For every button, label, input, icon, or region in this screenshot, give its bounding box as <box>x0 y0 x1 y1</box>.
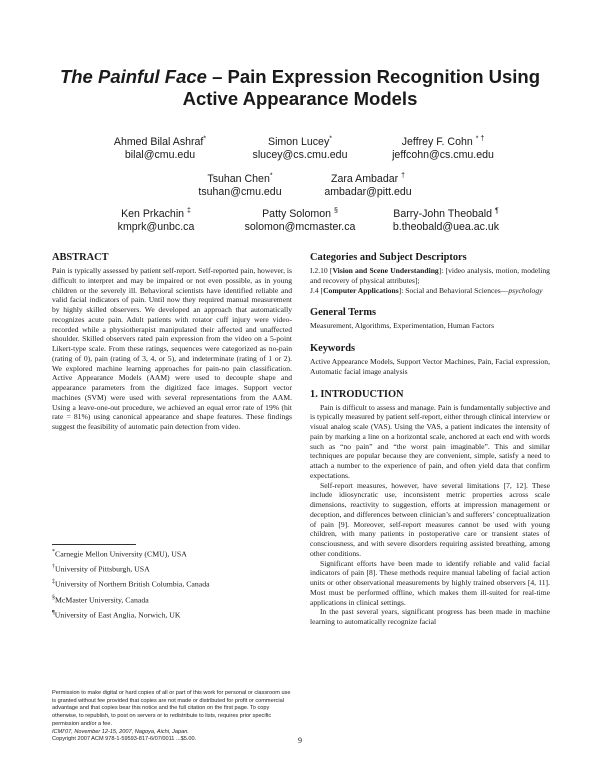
author-name: Ahmed Bilal Ashraf <box>113 136 204 148</box>
author-name: Simon Lucey <box>268 136 330 148</box>
affiliation-mark: * † <box>475 135 485 143</box>
copyright-line: Copyright 2007 ACM 978-1-59593-817-6/07/0011 ...$5.00. <box>52 736 197 743</box>
author-email: slucey@cs.cmu.edu <box>252 148 348 161</box>
affiliation-mark: ‡ <box>187 207 191 215</box>
intro-paragraph-4: In the past several years, significant progress has been made in machine learning to automatically recognize facial <box>310 607 550 626</box>
category-name: Vision and Scene Understanding <box>332 266 439 275</box>
abstract-heading: ABSTRACT <box>52 252 109 263</box>
category-code: J.4 [ <box>310 285 324 295</box>
general-terms-heading: General Terms <box>310 307 377 319</box>
footnote-mark: ‡ <box>52 579 55 586</box>
affiliation-mark: § <box>333 207 338 215</box>
intro-paragraph-1: Pain is difficult to assess and manage. Pain is fundamentally subjective and is typically measured by patient self-report, either through clinical interview or visual analog scale (VAS). Using the VAS, a patient indicates the intensity of pain by marking a line on a horizontal scale, anchored at each end with words such as “no pain” and “the worst pain imaginable”. This and similar techniques are popular because they are convenient, simple, satisfy a need to attach a number to the experience of pain, and often yield data that confirm expectations. <box>310 402 550 480</box>
author-name: Barry-John Theobald <box>393 208 493 220</box>
author-block <box>180 173 300 198</box>
intro-paragraph-2: Self-report measures, however, have several limitations [7, 12]. These include idiosyncratic use, inconsistent metric properties across scale dimensions, reactivity to suggestion, efforts at impression management or deception, and differences between clinician’s and sufferers’ conceptualization of pain [9]. Moreover, self-report measures cannot be used with young children, with many patients in postoperative care or transient states of consciousness, and with severe disorders requiring assisted breathing, among other conditions. <box>310 480 550 558</box>
author-block <box>308 173 428 198</box>
abstract-section <box>52 251 292 432</box>
author-block <box>100 136 220 161</box>
author-name: Ken Prkachin <box>121 208 185 220</box>
title-line-2: Active Appearance Models <box>182 88 418 109</box>
author-email: kmprk@unbc.ca <box>117 220 195 233</box>
footnote-item <box>52 546 292 561</box>
author-name: Tsuhan Chen <box>207 173 270 185</box>
author-email: jeffcohn@cs.cmu.edu <box>392 148 494 161</box>
footnote-mark: ¶ <box>52 609 55 616</box>
affiliation-mark: * <box>329 135 332 143</box>
category-detail: ]: [video analysis, motion, modeling and recovery of physical attributes]; <box>310 266 550 285</box>
title-rest: – Pain Expression Recognition Using <box>206 66 541 87</box>
footnote-mark: § <box>52 594 55 601</box>
author-block <box>230 208 370 233</box>
title-italic: The Painful Face <box>59 66 207 87</box>
category-code: I.2.10 [ <box>310 266 333 275</box>
categories-heading: Categories and Subject Descriptors <box>310 252 467 263</box>
permission-text: Permission to make digital or hard copies of all or part of this work for personal or classroom use is granted without fee provided that copies are not made or distributed for profit or commercial advantage and that copies bear this notice and the full citation on the first page. To copy otherwise, to republish, to post on servers or to redistribute to lists, requires prior specific permission and/or a fee. <box>52 690 291 727</box>
footnote-rule <box>52 544 136 545</box>
author-block <box>96 208 216 233</box>
footnote-item <box>52 561 292 576</box>
footnote-text: University of Pittsburgh, USA <box>55 564 150 574</box>
author-email: tsuhan@cmu.edu <box>198 185 282 198</box>
paper-title <box>40 66 560 110</box>
author-block <box>240 136 360 161</box>
footnote-item <box>52 592 292 607</box>
intro-paragraph-3: Significant efforts have been made to identify reliable and valid facial indicators of pain [8]. These methods require manual labeling of facial action units or other observational measurements by highly trained observers [4, 11]. Most must be performed offline, which makes them ill-suited for real-time applications in clinical settings. <box>310 558 550 607</box>
author-block <box>378 136 508 161</box>
author-name: Jeffrey F. Cohn <box>401 136 473 148</box>
footnote-text: University of Northern British Columbia, Canada <box>55 579 210 589</box>
right-column <box>310 251 550 627</box>
abstract-text: Pain is typically assessed by patient self-report. Self-reported pain, however, is difficult to interpret and may be impaired or not even possible, as in young children or the severely ill. Behavioral scientists have identified reliable and valid facial indicators of pain. Until now they required manual measurement by highly skilled observers. We developed an approach that automatically recognizes acute pain. Adult patients with rotator cuff injury were video-recorded while a physiotherapist manipulated their affected and unaffected shoulder. Skilled observers rated pain expression from the video on a 5-point Likert-type scale. From these ratings, sequences were categorized as no-pain (rating of 0), pain (rating of 3, 4, or 5), and indeterminate (rating of 1 or 2). We explored machine learning approaches for pain-no pain classification. Active Appearance Models (AAM) were used to decouple shape and appearance parameters from the digitized face images. Support vector machines (SVM) were used with several representations from the AAM. Using a leave-one-out procedure, we achieved an equal error rate of 19% (hit rate = 81%) using canonical appearance and shape features. These findings suggest the feasibility of automatic pain detection from video. <box>52 266 292 431</box>
affiliation-mark: * <box>203 135 207 143</box>
footnote-text: McMaster University, Canada <box>55 595 149 605</box>
footnote-mark: † <box>52 564 55 571</box>
affiliation-mark: † <box>401 172 405 180</box>
author-email: solomon@mcmaster.ca <box>244 220 356 233</box>
conference-venue: ICMI’07, November 12-15, 2007, Nagoya, Aichi, Japan. <box>52 728 189 735</box>
page-number: 9 <box>298 736 302 745</box>
footnote-item <box>52 576 292 591</box>
category-subject: psychology <box>508 285 543 295</box>
footnote-mark: * <box>52 549 55 555</box>
author-block <box>376 208 516 233</box>
general-terms-text: Measurement, Algorithms, Experimentation, Human Factors <box>310 321 495 331</box>
category-detail: ]: Social and Behavioral Sciences— <box>398 285 509 295</box>
author-email: ambadar@pitt.edu <box>324 185 412 198</box>
category-name: Computer Applications <box>323 285 399 295</box>
title-line-1 <box>40 66 560 88</box>
category-j4 <box>310 286 550 296</box>
keywords-heading: Keywords <box>310 343 356 354</box>
affiliation-mark: ¶ <box>494 207 499 215</box>
affiliation-mark: * <box>269 172 273 180</box>
author-email: b.theobald@uea.ac.uk <box>392 220 500 233</box>
keywords-text: Active Appearance Models, Support Vector Machines, Pain, Facial expression, Automatic facial image analysis <box>310 357 550 376</box>
author-email: bilal@cmu.edu <box>124 148 196 161</box>
affiliation-footnotes <box>52 546 292 622</box>
introduction-heading: 1. INTRODUCTION <box>310 388 404 400</box>
category-i2-10 <box>310 266 550 286</box>
footnote-text: University of East Anglia, Norwich, UK <box>54 610 181 620</box>
footnote-text: Carnegie Mellon University (CMU), USA <box>55 549 187 559</box>
footnote-item <box>52 607 292 622</box>
author-name: Zara Ambadar <box>331 173 399 185</box>
author-name: Patty Solomon <box>262 208 332 220</box>
